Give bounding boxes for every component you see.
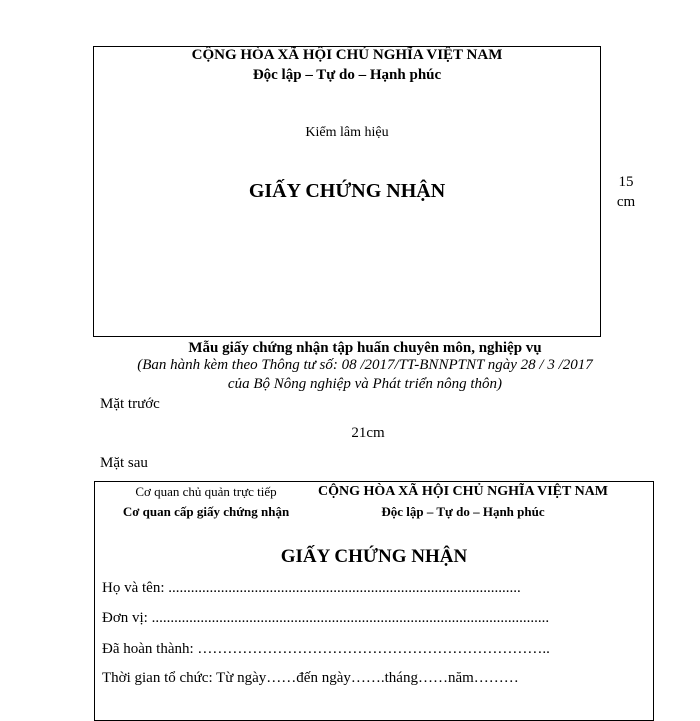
width-dimension-label: 21cm xyxy=(351,425,385,441)
back-side-label: Mặt sau xyxy=(100,455,148,471)
form-caption-circular: (Ban hành kèm theo Thông tư số: 08 /2017/TT-BNNPTNT ngày 28 / 3 /2017 xyxy=(137,357,593,373)
field-unit: Đơn vị: .......................................................................................................... xyxy=(102,610,550,626)
field-organized-time: Thời gian tổ chức: Từ ngày……đến ngày…….tháng……năm……… xyxy=(102,670,519,686)
height-dimension-unit: cm xyxy=(616,194,636,210)
back-republic-heading: CỘNG HÒA XÃ HỘI CHỦ NGHĨA VIỆT NAM xyxy=(317,484,608,499)
field-full-name: Họ và tên: .............................................................................................. xyxy=(102,580,521,596)
back-agency-superior: Cơ quan chủ quản trực tiếp xyxy=(135,484,277,499)
form-caption-title: Mẫu giấy chứng nhận tập huấn chuyên môn, nghiệp vụ xyxy=(188,340,542,356)
front-republic-heading: CỘNG HÒA XÃ HỘI CHỦ NGHĨA VIỆT NAM xyxy=(191,47,503,63)
front-side-label: Mặt trước xyxy=(100,396,160,412)
emblem-label: Kiểm lâm hiệu xyxy=(305,125,389,140)
field-completed: Đã hoàn thành: …………………………………………………………….. xyxy=(102,641,550,657)
back-agency-issuer: Cơ quan cấp giấy chứng nhận xyxy=(122,504,290,519)
form-caption-ministry: của Bộ Nông nghiệp và Phát triển nông thôn) xyxy=(227,376,503,392)
back-certificate-title: GIẤY CHỨNG NHẬN xyxy=(280,546,468,567)
front-motto: Độc lập – Tự do – Hạnh phúc xyxy=(252,67,442,83)
front-certificate-title: GIẤY CHỨNG NHẬN xyxy=(248,180,446,202)
back-motto: Độc lập – Tự do – Hạnh phúc xyxy=(381,504,545,519)
height-dimension-value: 15 xyxy=(618,174,634,190)
